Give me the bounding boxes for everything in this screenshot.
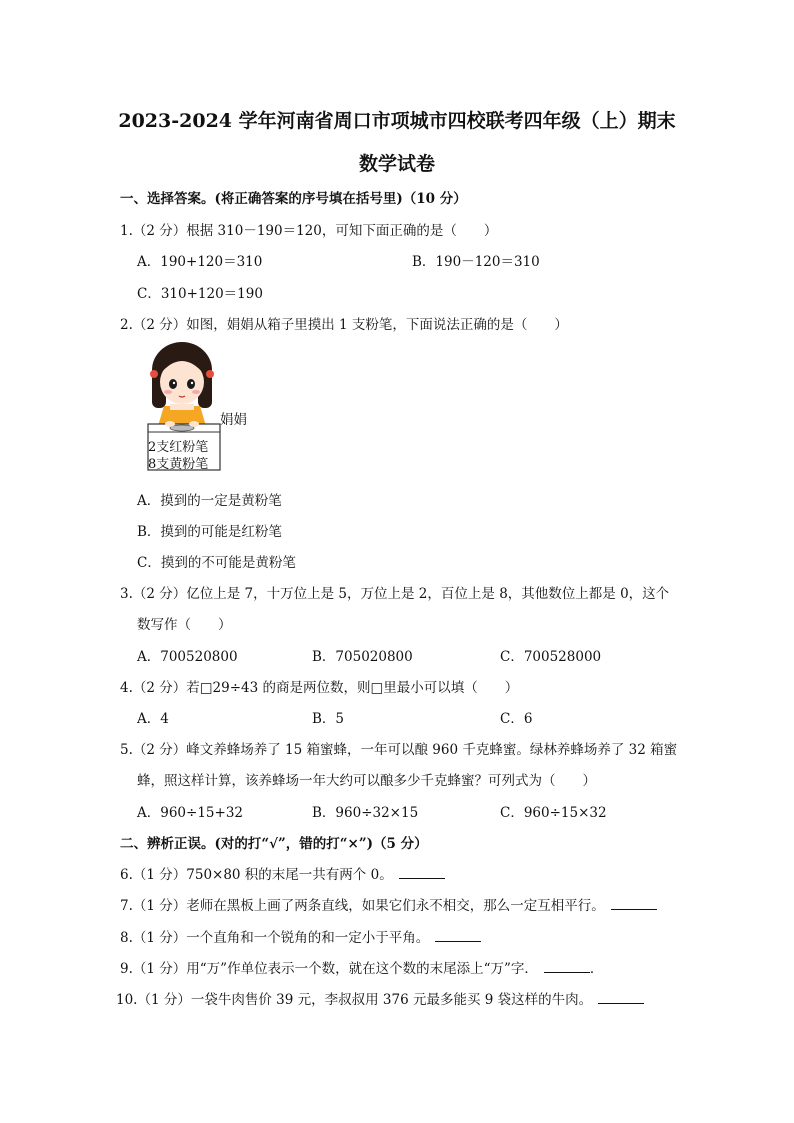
- section-1-heading: 一、选择答案。(将正确答案的序号填在括号里)（10 分）: [120, 191, 467, 207]
- figure-name-label: 娟娟: [220, 412, 247, 428]
- answer-blank-10[interactable]: [598, 991, 644, 1004]
- question-5-line2: 蜂，照这样计算，该养蜂场一年大约可以酿多少千克蜂蜜？可列式为（ ）: [137, 773, 596, 789]
- question-8-text: 8.（1 分）一个直角和一个锐角的和一定小于平角。: [120, 930, 430, 946]
- q5-option-b: B．960÷32×15: [312, 805, 419, 821]
- question-8: [120, 926, 481, 946]
- box-label-line2: 8支黄粉笔: [148, 457, 209, 472]
- question-10-text: 10.（1 分）一袋牛肉售价 39 元，李叔叔用 376 元最多能买 9 袋这样的牛肉。: [116, 992, 593, 1008]
- answer-blank-6[interactable]: [399, 866, 445, 879]
- q3-option-a: A．700520800: [137, 649, 238, 665]
- q2-option-c: C．摸到的不可能是黄粉笔: [137, 555, 296, 571]
- answer-blank-8[interactable]: [435, 929, 481, 942]
- question-2: 2.（2 分）如图，娟娟从箱子里摸出 1 支粉笔，下面说法正确的是（ ）: [120, 317, 568, 333]
- q4-option-b: B．5: [312, 711, 345, 727]
- q5-option-c: C．960÷15×32: [500, 805, 607, 821]
- question-3-line2: 数写作（ ）: [137, 617, 232, 633]
- q2-option-b: B．摸到的可能是红粉笔: [137, 524, 282, 540]
- exam-title-line2: 数学试卷: [358, 153, 435, 175]
- answer-blank-9[interactable]: [544, 960, 590, 973]
- question-9-end: ．: [589, 961, 604, 977]
- question-6-text: 6.（1 分）750×80 积的末尾一共有两个 0。: [120, 867, 393, 883]
- question-3-line1: 3.（2 分）亿位上是 7，十万位上是 5，万位上是 2，百位上是 8，其他数位上都是 0，这个: [120, 586, 670, 602]
- question-7-text: 7.（1 分）老师在黑板上画了两条直线，如果它们永不相交，那么一定互相平行。: [120, 898, 605, 914]
- q3-option-c: C．700528000: [500, 649, 602, 665]
- question-6: [120, 863, 445, 883]
- q1-option-c: C．310+120＝190: [137, 286, 263, 302]
- question-9-text: 9.（1 分）用“万”作单位表示一个数，就在这个数的末尾添上“万”字．: [120, 961, 538, 977]
- q4-option-c: C．6: [500, 711, 533, 727]
- q2-option-a: A．摸到的一定是黄粉笔: [137, 493, 282, 509]
- section-2-heading: 二、辨析正误。(对的打“√”，错的打“×”)（5 分）: [120, 836, 428, 852]
- question-7: [120, 894, 657, 914]
- question-10: [116, 988, 644, 1008]
- q3-option-b: B．705020800: [312, 649, 413, 665]
- box-label-line1: 2支红粉笔: [148, 440, 209, 455]
- question-9: [120, 957, 603, 977]
- question-1: 1.（2 分）根据 310－190＝120，可知下面正确的是（ ）: [120, 223, 498, 239]
- question-5-line1: 5.（2 分）峰文养蜂场养了 15 箱蜜蜂，一年可以酿 960 千克蜂蜜。绿林养蜂场养了 32 箱蜜: [120, 742, 678, 758]
- exam-title-line1: 2023-2024 学年河南省周口市项城市四校联考四年级（上）期末: [118, 110, 676, 132]
- q1-option-a: A．190+120＝310: [137, 254, 263, 270]
- q1-option-b: B．190－120＝310: [412, 254, 540, 270]
- question-4: 4.（2 分）若□29÷43 的商是两位数，则□里最小可以填（ ）: [120, 680, 519, 696]
- q5-option-a: A．960÷15+32: [137, 805, 243, 821]
- answer-blank-7[interactable]: [611, 897, 657, 910]
- q4-option-a: A．4: [137, 711, 169, 727]
